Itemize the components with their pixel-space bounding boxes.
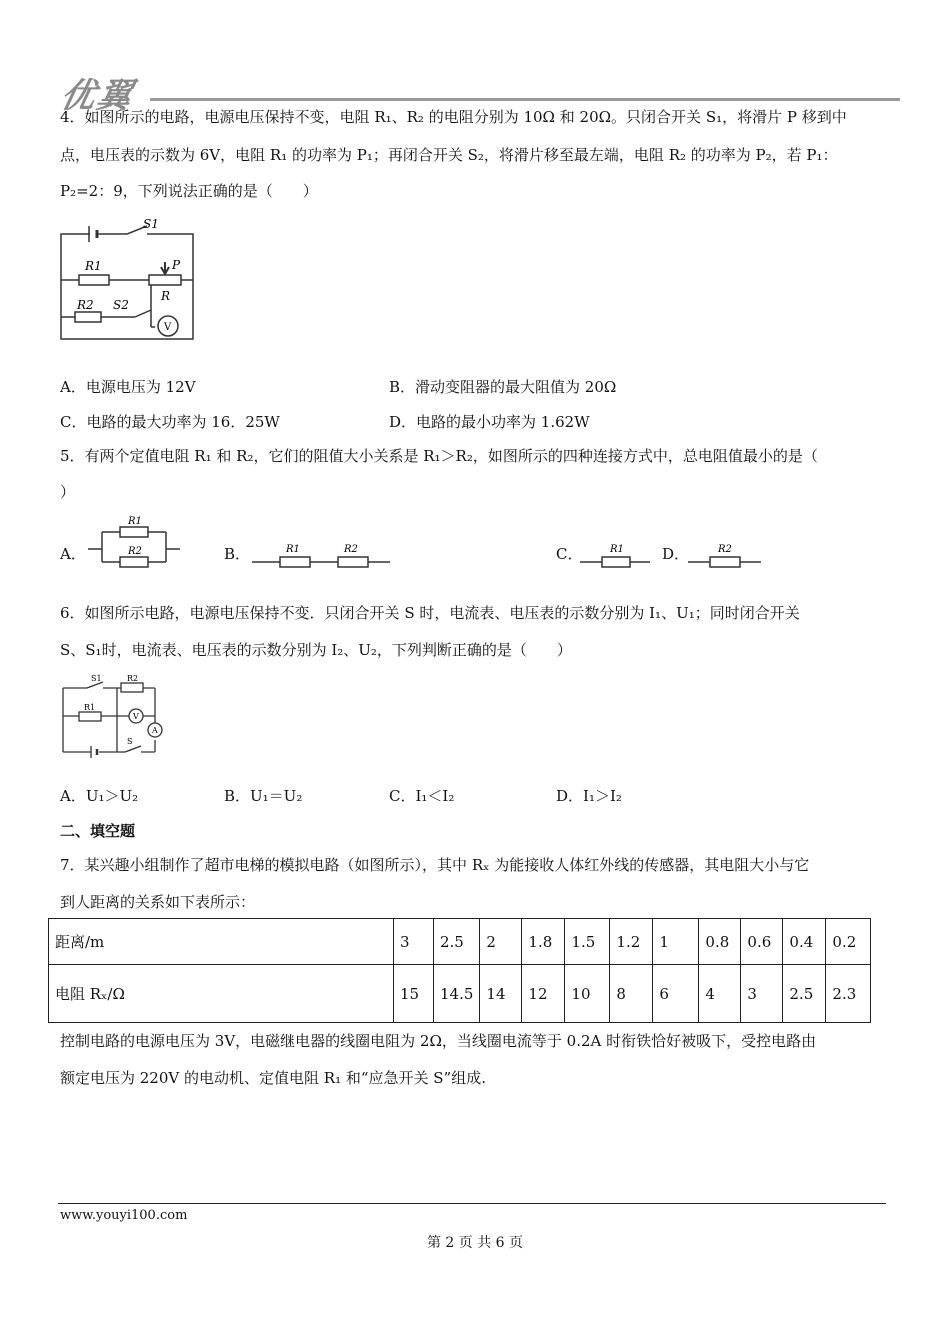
table-cell: 8 <box>610 965 653 1023</box>
q5-figure-d-r2 <box>688 538 763 572</box>
table-cell: 0.2 <box>826 919 871 965</box>
section-title-fill-in: 二、填空题 <box>60 822 136 840</box>
table-cell: 1 <box>653 919 699 965</box>
q6-resistor-r2 <box>121 683 143 692</box>
q5c-label-r1: R1 <box>610 544 624 555</box>
q6-label-r1: R1 <box>84 703 96 712</box>
q5b-resistor-r2 <box>338 557 368 567</box>
q5d-label-r2: R2 <box>718 544 732 555</box>
q6-circuit-diagram <box>55 672 173 760</box>
q4-option-a: A．电源电压为 12V <box>60 378 196 396</box>
q5a-label-r2: R2 <box>128 546 142 557</box>
q4-line-2: 点，电压表的示数为 6V，电阻 R₁ 的功率为 P₁；再闭合开关 S₂，将滑片移至最左端，电阻 R₂ 的功率为 P₂，若 P₁： <box>60 146 838 164</box>
q5-figure-a-parallel <box>88 512 183 572</box>
q4-switch-s2 <box>135 310 151 317</box>
q6-label-r2: R2 <box>127 674 139 683</box>
table-row-resistance <box>49 965 871 1023</box>
table-cell: 1.8 <box>522 919 565 965</box>
q6-label-v: V <box>133 712 139 721</box>
q4-slider-p <box>161 262 169 274</box>
table-cell: 14.5 <box>434 965 480 1023</box>
q4-label-r: R <box>161 289 171 303</box>
q5-figure-c-r1 <box>580 538 652 572</box>
table-cell: 0.6 <box>741 919 783 965</box>
q5b-label-r2: R2 <box>344 544 358 555</box>
q4-option-d: D．电路的最小功率为 1.62W <box>389 413 590 431</box>
header-rule <box>150 98 900 101</box>
q5-option-b: B． <box>224 545 251 563</box>
q4-rheostat-r <box>149 275 181 285</box>
q6-label-s1: S1 <box>91 674 102 683</box>
q5a-label-r1: R1 <box>128 516 142 527</box>
q5a-resistor-r2 <box>120 557 148 567</box>
q4-resistor-r2 <box>75 312 101 322</box>
table-cell-label: 距离/m <box>49 919 394 965</box>
footer-page-number: 第 2 页 共 6 页 <box>426 1235 524 1251</box>
q7-line-2: 到人距离的关系如下表所示： <box>60 893 256 911</box>
q4-label-s2: S2 <box>113 298 129 312</box>
table-cell: 2 <box>480 919 522 965</box>
q5b-resistor-r1 <box>280 557 310 567</box>
footer-rule <box>58 1203 886 1204</box>
q5d-resistor-r2 <box>710 557 740 567</box>
q4-circuit-diagram <box>55 212 205 347</box>
q5b-label-r1: R1 <box>286 544 300 555</box>
q5a-resistor-r1 <box>120 527 148 537</box>
q6-option-d: D．I₁＞I₂ <box>556 787 622 805</box>
q5c-resistor-r1 <box>602 557 630 567</box>
table-cell: 2.5 <box>783 965 826 1023</box>
q5-option-a: A． <box>60 545 86 563</box>
q5-line-1: 5．有两个定值电阻 R₁ 和 R₂，它们的阻值大小关系是 R₁＞R₂，如图所示的四种连接方式中，总电阻值最小的是（ <box>60 447 818 465</box>
table-cell: 3 <box>741 965 783 1023</box>
q4-line-3: P₂=2：9，下列说法正确的是（ ） <box>60 182 318 200</box>
q5-line-2: ） <box>60 483 76 501</box>
q6-label-a: A <box>152 726 158 735</box>
q6-option-c: C．I₁＜I₂ <box>389 787 455 805</box>
logo-text: 优翼 <box>57 76 138 116</box>
q5-figure-b-series <box>252 538 392 572</box>
q4-label-r2: R2 <box>77 298 94 312</box>
q4-label-v: V <box>164 322 172 333</box>
q5-option-d: D． <box>662 545 690 563</box>
table-cell: 1.2 <box>610 919 653 965</box>
q4-line-1: 4．如图所示的电路，电源电压保持不变，电阻 R₁、R₂ 的电阻分别为 10Ω 和 20Ω。只闭合开关 S₁，将滑片 P 移到中 <box>60 108 847 126</box>
q4-option-b: B．滑动变阻器的最大阻值为 20Ω <box>389 378 617 396</box>
table-cell: 10 <box>565 965 610 1023</box>
q6-option-b: B．U₁＝U₂ <box>224 787 303 805</box>
table-cell: 0.4 <box>783 919 826 965</box>
table-cell: 2.3 <box>826 965 871 1023</box>
table-cell: 3 <box>394 919 434 965</box>
table-cell: 4 <box>699 965 741 1023</box>
q4-option-c: C．电路的最大功率为 16．25W <box>60 413 280 431</box>
q6-resistor-r1 <box>79 712 101 721</box>
q4-label-r1: R1 <box>85 259 102 273</box>
q6-line-2: S、S₁时，电流表、电压表的示数分别为 I₂、U₂，下列判断正确的是（ ） <box>60 641 572 659</box>
table-cell-label: 电阻 Rₓ/Ω <box>49 965 394 1023</box>
table-cell: 6 <box>653 965 699 1023</box>
q4-label-p: P <box>172 258 181 272</box>
table-row-distance <box>49 919 871 965</box>
distance-resistance-table <box>48 918 871 1023</box>
q7-after-line-2: 额定电压为 220V 的电动机、定值电阻 R₁ 和“应急开关 S”组成. <box>60 1069 486 1087</box>
q6-label-s: S <box>127 737 133 746</box>
table-cell: 1.5 <box>565 919 610 965</box>
table-cell: 12 <box>522 965 565 1023</box>
footer-url: www.youyi100.com <box>60 1208 188 1223</box>
q5-option-c: C． <box>556 545 583 563</box>
table-cell: 2.5 <box>434 919 480 965</box>
q6-line-1: 6．如图所示电路，电源电压保持不变．只闭合开关 S 时，电流表、电压表的示数分别为 I₁、U₁；同时闭合开关 <box>60 604 800 622</box>
table-cell: 0.8 <box>699 919 741 965</box>
table-cell: 15 <box>394 965 434 1023</box>
q7-line-1: 7．某兴趣小组制作了超市电梯的模拟电路（如图所示），其中 Rₓ 为能接收人体红外线的传感器，其电阻大小与它 <box>60 856 810 874</box>
table-cell: 14 <box>480 965 522 1023</box>
q6-option-a: A．U₁＞U₂ <box>60 787 139 805</box>
q7-after-line-1: 控制电路的电源电压为 3V，电磁继电器的线圈电阻为 2Ω，当线圈电流等于 0.2A 时衔铁恰好被吸下，受控电路由 <box>60 1032 817 1050</box>
q4-label-s1: S1 <box>143 217 159 231</box>
q4-resistor-r1 <box>79 275 109 285</box>
